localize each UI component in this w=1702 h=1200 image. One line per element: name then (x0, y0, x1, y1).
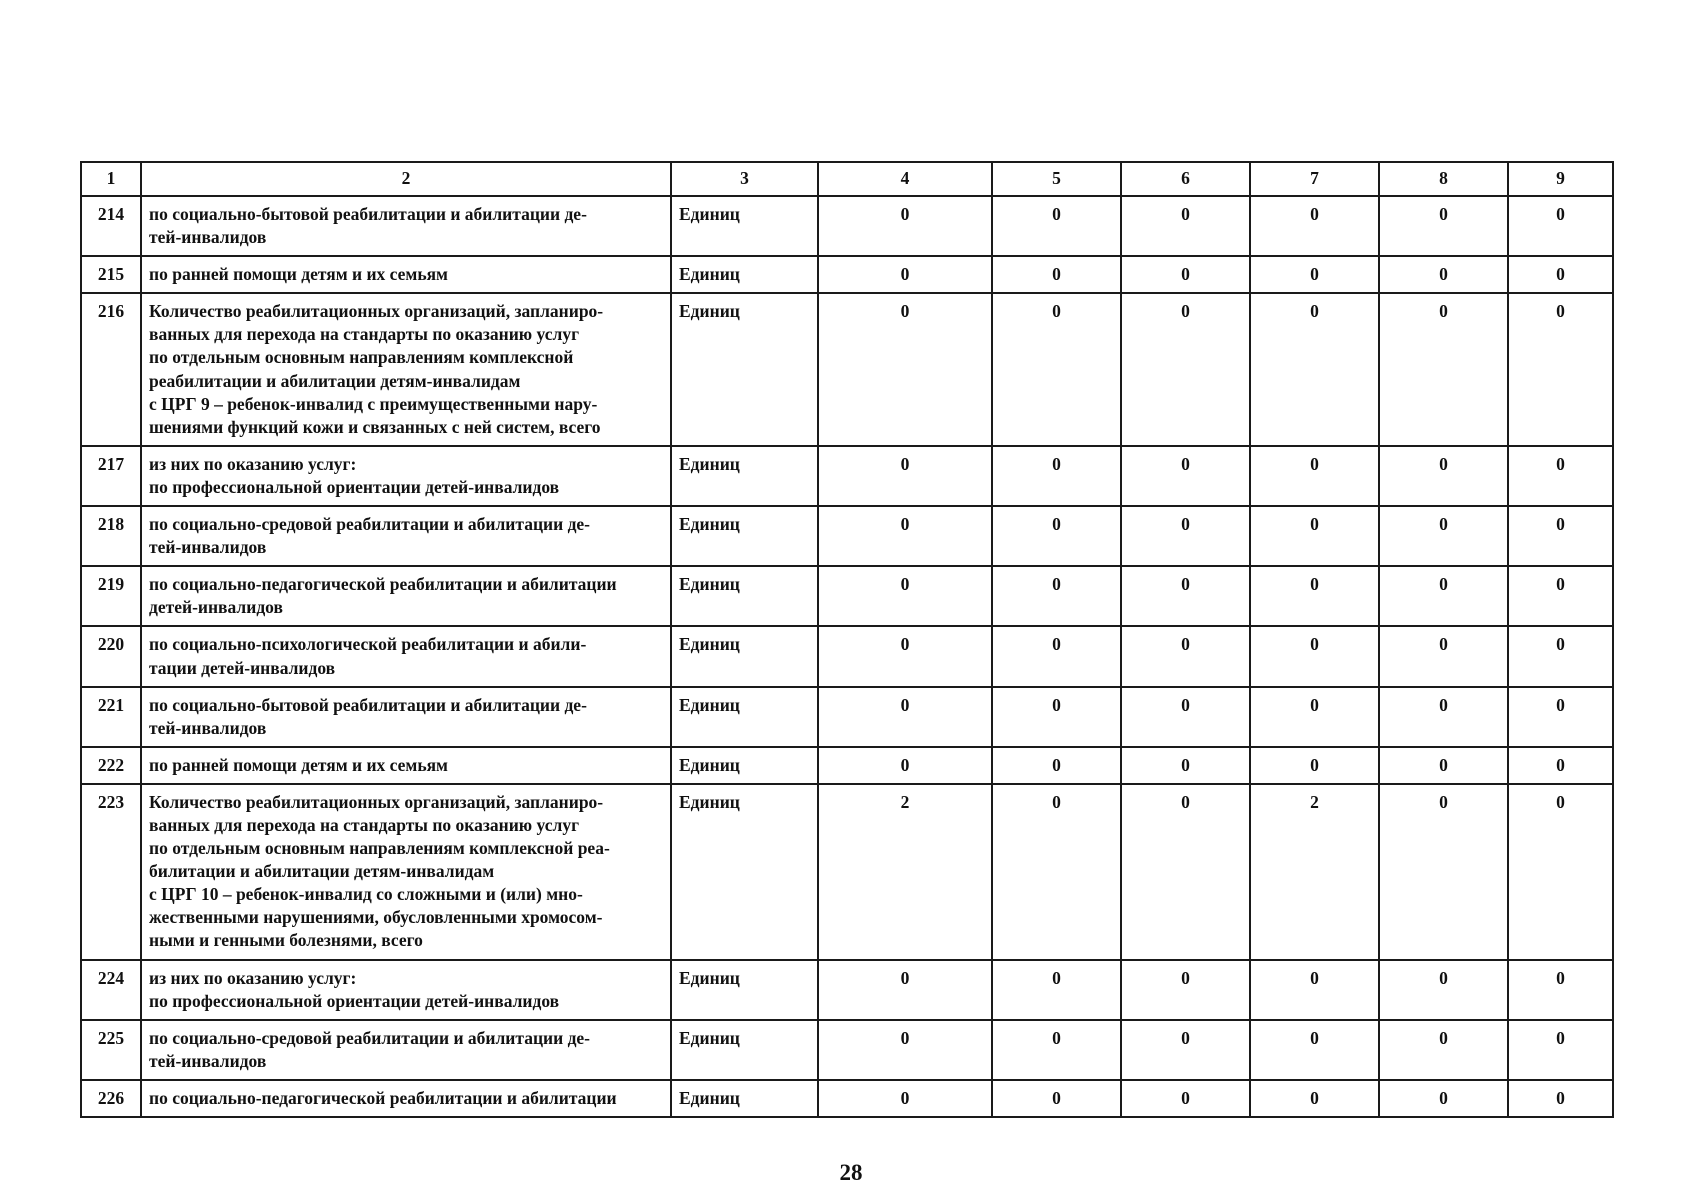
row-number-cell: 215 (81, 256, 141, 293)
unit-cell: Единиц (671, 256, 818, 293)
value-cell: 0 (1379, 566, 1508, 626)
description-cell: по социально-психологической реабилитации и абили- тации детей-инвалидов (141, 626, 671, 686)
value-cell: 0 (1508, 1080, 1613, 1117)
value-cell: 0 (992, 196, 1121, 256)
value-cell: 0 (1508, 626, 1613, 686)
row-number-cell: 224 (81, 960, 141, 1020)
value-cell: 0 (818, 293, 992, 446)
unit-cell: Единиц (671, 196, 818, 256)
value-cell: 0 (1379, 784, 1508, 960)
unit-cell: Единиц (671, 747, 818, 784)
value-cell: 0 (818, 566, 992, 626)
value-cell: 0 (992, 960, 1121, 1020)
value-cell: 0 (818, 687, 992, 747)
column-header: 9 (1508, 162, 1613, 196)
unit-cell: Единиц (671, 960, 818, 1020)
row-number-cell: 216 (81, 293, 141, 446)
value-cell: 0 (1250, 196, 1379, 256)
value-cell: 0 (818, 626, 992, 686)
value-cell: 0 (1121, 196, 1250, 256)
value-cell: 0 (1121, 446, 1250, 506)
table-row (81, 747, 1613, 784)
column-header: 3 (671, 162, 818, 196)
value-cell: 0 (818, 446, 992, 506)
value-cell: 0 (992, 1080, 1121, 1117)
table-row (81, 1020, 1613, 1080)
unit-cell: Единиц (671, 626, 818, 686)
value-cell: 0 (818, 256, 992, 293)
table-row (81, 626, 1613, 686)
value-cell: 0 (818, 1080, 992, 1117)
unit-cell: Единиц (671, 1020, 818, 1080)
value-cell: 0 (1379, 626, 1508, 686)
value-cell: 0 (992, 293, 1121, 446)
unit-cell: Единиц (671, 506, 818, 566)
value-cell: 0 (1508, 446, 1613, 506)
statistics-table (80, 161, 1614, 1118)
value-cell: 0 (1121, 1080, 1250, 1117)
value-cell: 0 (1121, 293, 1250, 446)
unit-cell: Единиц (671, 293, 818, 446)
description-cell: из них по оказанию услуг: по профессиональной ориентации детей-инвалидов (141, 446, 671, 506)
value-cell: 0 (818, 960, 992, 1020)
column-header: 1 (81, 162, 141, 196)
value-cell: 0 (1250, 256, 1379, 293)
value-cell: 0 (1379, 687, 1508, 747)
description-cell: по социально-бытовой реабилитации и абилитации де- тей-инвалидов (141, 687, 671, 747)
description-cell: по социально-средовой реабилитации и абилитации де- тей-инвалидов (141, 1020, 671, 1080)
value-cell: 0 (1379, 1020, 1508, 1080)
value-cell: 0 (1121, 1020, 1250, 1080)
value-cell: 0 (992, 687, 1121, 747)
row-number-cell: 221 (81, 687, 141, 747)
value-cell: 0 (1121, 747, 1250, 784)
description-cell: по социально-педагогической реабилитации и абилитации детей-инвалидов (141, 566, 671, 626)
table-row (81, 566, 1613, 626)
column-header: 8 (1379, 162, 1508, 196)
header-row (81, 162, 1613, 196)
value-cell: 0 (1379, 446, 1508, 506)
description-cell: по социально-средовой реабилитации и абилитации де- тей-инвалидов (141, 506, 671, 566)
unit-cell: Единиц (671, 446, 818, 506)
value-cell: 0 (1508, 747, 1613, 784)
column-header: 2 (141, 162, 671, 196)
value-cell: 0 (992, 566, 1121, 626)
value-cell: 0 (818, 747, 992, 784)
value-cell: 2 (818, 784, 992, 960)
value-cell: 0 (1379, 506, 1508, 566)
column-header: 5 (992, 162, 1121, 196)
value-cell: 0 (1508, 960, 1613, 1020)
description-cell: по социально-педагогической реабилитации и абилитации (141, 1080, 671, 1117)
value-cell: 0 (992, 626, 1121, 686)
column-header: 4 (818, 162, 992, 196)
value-cell: 0 (1508, 1020, 1613, 1080)
description-cell: из них по оказанию услуг: по профессиональной ориентации детей-инвалидов (141, 960, 671, 1020)
value-cell: 0 (1379, 1080, 1508, 1117)
value-cell: 0 (992, 506, 1121, 566)
unit-cell: Единиц (671, 784, 818, 960)
value-cell: 0 (1508, 784, 1613, 960)
value-cell: 0 (1250, 626, 1379, 686)
page-number: 28 (839, 1160, 863, 1185)
description-cell: по ранней помощи детям и их семьям (141, 256, 671, 293)
value-cell: 0 (1379, 747, 1508, 784)
table-row (81, 687, 1613, 747)
table-row (81, 506, 1613, 566)
value-cell: 0 (1121, 566, 1250, 626)
row-number-cell: 220 (81, 626, 141, 686)
value-cell: 0 (1121, 256, 1250, 293)
value-cell: 0 (1250, 293, 1379, 446)
row-number-cell: 218 (81, 506, 141, 566)
value-cell: 0 (1121, 506, 1250, 566)
table-row (81, 960, 1613, 1020)
value-cell: 0 (992, 256, 1121, 293)
row-number-cell: 214 (81, 196, 141, 256)
value-cell: 0 (1121, 626, 1250, 686)
table-body (81, 196, 1613, 1117)
value-cell: 0 (1250, 960, 1379, 1020)
value-cell: 0 (1250, 1080, 1379, 1117)
value-cell: 0 (1508, 566, 1613, 626)
column-header: 7 (1250, 162, 1379, 196)
value-cell: 0 (818, 1020, 992, 1080)
value-cell: 0 (1508, 506, 1613, 566)
table-row (81, 196, 1613, 256)
column-header: 6 (1121, 162, 1250, 196)
table-row (81, 256, 1613, 293)
table-row (81, 293, 1613, 446)
value-cell: 0 (1379, 960, 1508, 1020)
value-cell: 0 (818, 506, 992, 566)
value-cell: 0 (1121, 960, 1250, 1020)
value-cell: 0 (1508, 687, 1613, 747)
value-cell: 0 (1250, 747, 1379, 784)
value-cell: 0 (1379, 196, 1508, 256)
unit-cell: Единиц (671, 687, 818, 747)
value-cell: 0 (1250, 566, 1379, 626)
value-cell: 0 (1250, 1020, 1379, 1080)
row-number-cell: 223 (81, 784, 141, 960)
value-cell: 0 (1121, 784, 1250, 960)
table-row (81, 784, 1613, 960)
value-cell: 0 (1250, 687, 1379, 747)
value-cell: 0 (818, 196, 992, 256)
value-cell: 0 (992, 747, 1121, 784)
row-number-cell: 217 (81, 446, 141, 506)
unit-cell: Единиц (671, 1080, 818, 1117)
row-number-cell: 225 (81, 1020, 141, 1080)
value-cell: 0 (1379, 293, 1508, 446)
value-cell: 0 (1379, 256, 1508, 293)
description-cell: по ранней помощи детям и их семьям (141, 747, 671, 784)
value-cell: 0 (1508, 293, 1613, 446)
row-number-cell: 226 (81, 1080, 141, 1117)
unit-cell: Единиц (671, 566, 818, 626)
description-cell: по социально-бытовой реабилитации и абилитации де- тей-инвалидов (141, 196, 671, 256)
value-cell: 0 (992, 1020, 1121, 1080)
value-cell: 0 (1508, 256, 1613, 293)
value-cell: 0 (992, 784, 1121, 960)
description-cell: Количество реабилитационных организаций, запланиро- ванных для перехода на стандарты по оказанию услуг по отдельным основным направлениям комплексной реабилитации и абилитации детям-инвалидам с ЦРГ 9 – ребенок-инвалид с преимущественными нару- шениями функций кожи и связанных с ней систем, всего (141, 293, 671, 446)
value-cell: 0 (992, 446, 1121, 506)
description-cell: Количество реабилитационных организаций, запланиро- ванных для перехода на стандарты по оказанию услуг по отдельным основным направлениям комплексной реа- билитации и абилитации детям-инвалидам с ЦРГ 10 – ребенок-инвалид со сложными и (или) мно- жественными нарушениями, обусловленными хромосом- ными и генными болезнями, всего (141, 784, 671, 960)
row-number-cell: 222 (81, 747, 141, 784)
value-cell: 0 (1508, 196, 1613, 256)
value-cell: 0 (1250, 506, 1379, 566)
value-cell: 0 (1121, 687, 1250, 747)
value-cell: 2 (1250, 784, 1379, 960)
row-number-cell: 219 (81, 566, 141, 626)
value-cell: 0 (1250, 446, 1379, 506)
table-row (81, 446, 1613, 506)
table-row (81, 1080, 1613, 1117)
